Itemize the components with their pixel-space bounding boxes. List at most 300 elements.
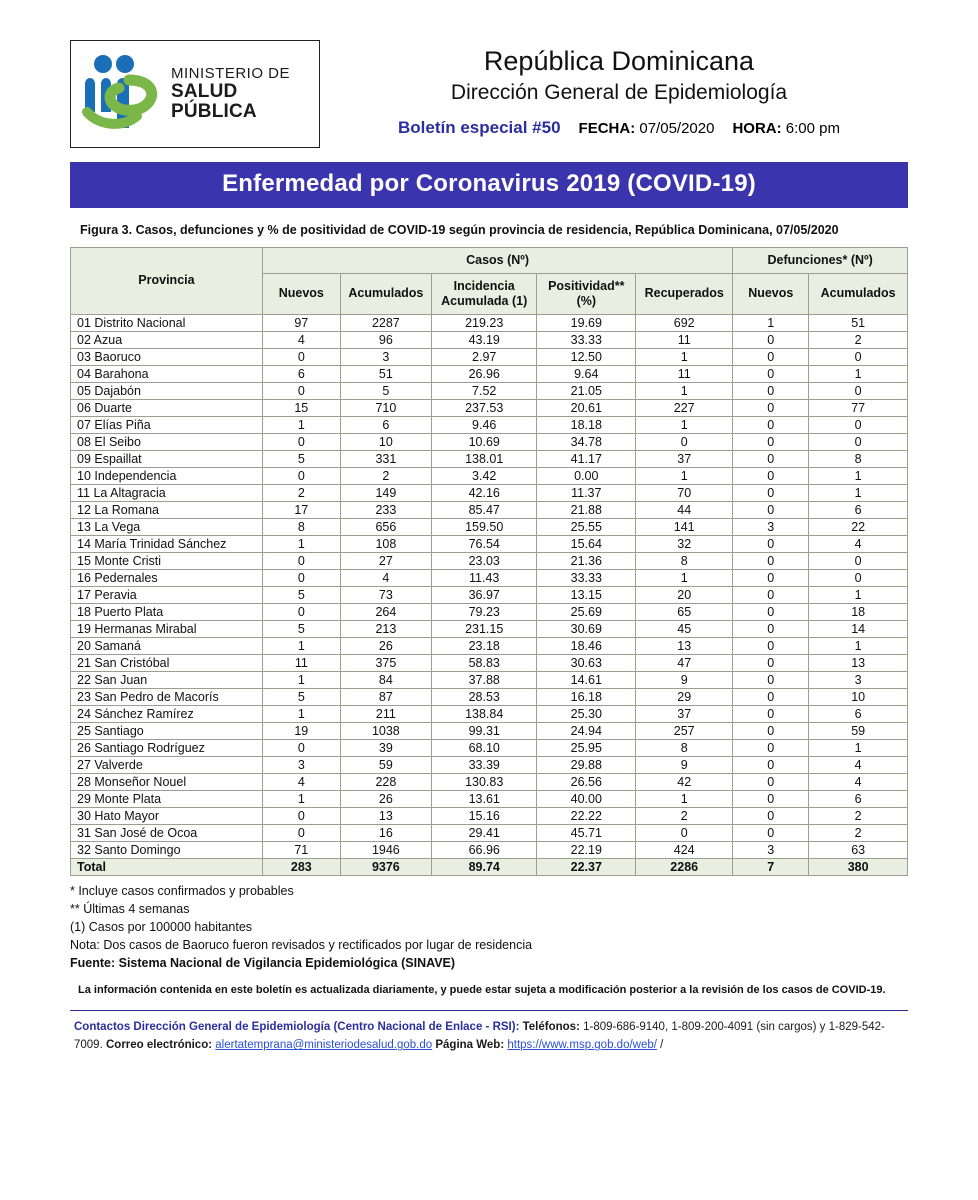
cell-positividad: 34.78 <box>537 433 636 450</box>
cell-def-acumulados: 2 <box>809 824 908 841</box>
cell-casos-nuevos: 0 <box>262 348 340 365</box>
cell-provincia: 10 Independencia <box>71 467 263 484</box>
cell-provincia: 31 San José de Ocoa <box>71 824 263 841</box>
cell-def-acumulados: 1 <box>809 467 908 484</box>
document-header <box>70 40 908 148</box>
cell-casos-nuevos: 71 <box>262 841 340 858</box>
cell-recuperados: 1 <box>636 569 733 586</box>
country-title: República Dominicana <box>483 46 755 76</box>
cell-def-nuevos: 0 <box>733 824 809 841</box>
note-disclaimer: La información contenida en este boletín es actualizada diariamente, y puede estar sujeta a modificación posterior a la revisión de los casos de COVID-19. <box>78 983 886 996</box>
cell-positividad: 25.95 <box>537 739 636 756</box>
cell-incidencia: 219.23 <box>431 314 536 331</box>
cell-def-acumulados: 1 <box>809 637 908 654</box>
cell-casos-nuevos: 4 <box>262 331 340 348</box>
cell-casos-nuevos: 3 <box>262 756 340 773</box>
cell-provincia: 23 San Pedro de Macorís <box>71 688 263 705</box>
cell-casos-nuevos: 4 <box>262 773 340 790</box>
cell-casos-nuevos: 0 <box>262 433 340 450</box>
cell-def-acumulados: 14 <box>809 620 908 637</box>
cell-provincia: 26 Santiago Rodríguez <box>71 739 263 756</box>
cell-positividad: 16.18 <box>537 688 636 705</box>
cell-recuperados: 42 <box>636 773 733 790</box>
table-row <box>71 365 908 382</box>
cell-incidencia: 28.53 <box>431 688 536 705</box>
cell-casos-acumulados: 59 <box>340 756 431 773</box>
cell-casos-acumulados: 26 <box>340 790 431 807</box>
cell-recuperados: 11 <box>636 331 733 348</box>
cell-incidencia: 159.50 <box>431 518 536 535</box>
cell-casos-acumulados: 4 <box>340 569 431 586</box>
footer-trailing: / <box>660 1039 664 1052</box>
cell-casos-acumulados: 3 <box>340 348 431 365</box>
footer-email-link[interactable]: alertatemprana@ministeriodesalud.gob.do <box>215 1039 433 1052</box>
cell-casos-nuevos: 1 <box>262 535 340 552</box>
total-cell-def-acumulados: 380 <box>809 858 908 875</box>
cell-recuperados: 424 <box>636 841 733 858</box>
cell-def-acumulados: 0 <box>809 552 908 569</box>
ministry-line-2: SALUD PÚBLICA <box>171 80 257 122</box>
table-row <box>71 790 908 807</box>
cell-provincia: 12 La Romana <box>71 501 263 518</box>
cell-def-nuevos: 0 <box>733 399 809 416</box>
cell-provincia: 17 Peravia <box>71 586 263 603</box>
cell-def-nuevos: 0 <box>733 382 809 399</box>
table-row <box>71 603 908 620</box>
cell-casos-nuevos: 17 <box>262 501 340 518</box>
cell-def-nuevos: 0 <box>733 773 809 790</box>
cell-def-nuevos: 0 <box>733 365 809 382</box>
bulletin-time <box>732 120 840 137</box>
cell-recuperados: 44 <box>636 501 733 518</box>
cell-def-nuevos: 0 <box>733 620 809 637</box>
figure-caption: Figura 3. Casos, defunciones y % de positividad de COVID-19 según provincia de residencia, República Dominicana, 07/05/2020 <box>80 223 839 237</box>
table-row <box>71 501 908 518</box>
table-row <box>71 637 908 654</box>
cell-casos-acumulados: 16 <box>340 824 431 841</box>
table-row <box>71 807 908 824</box>
cell-casos-acumulados: 375 <box>340 654 431 671</box>
table-row <box>71 416 908 433</box>
cell-provincia: 05 Dajabón <box>71 382 263 399</box>
table-row <box>71 433 908 450</box>
cell-incidencia: 7.52 <box>431 382 536 399</box>
table-row <box>71 467 908 484</box>
cell-recuperados: 257 <box>636 722 733 739</box>
cell-provincia: 19 Hermanas Mirabal <box>71 620 263 637</box>
cell-positividad: 29.88 <box>537 756 636 773</box>
cell-recuperados: 1 <box>636 416 733 433</box>
cell-recuperados: 8 <box>636 739 733 756</box>
cell-provincia: 27 Valverde <box>71 756 263 773</box>
cell-def-acumulados: 59 <box>809 722 908 739</box>
cell-recuperados: 2 <box>636 807 733 824</box>
cell-recuperados: 13 <box>636 637 733 654</box>
table-row <box>71 331 908 348</box>
cell-provincia: 04 Barahona <box>71 365 263 382</box>
cell-recuperados: 37 <box>636 450 733 467</box>
cell-casos-nuevos: 2 <box>262 484 340 501</box>
cell-casos-acumulados: 211 <box>340 705 431 722</box>
table-row <box>71 824 908 841</box>
cell-recuperados: 65 <box>636 603 733 620</box>
table-row <box>71 399 908 416</box>
cell-def-nuevos: 0 <box>733 722 809 739</box>
bulletin-meta <box>330 118 908 138</box>
cell-positividad: 21.36 <box>537 552 636 569</box>
cell-recuperados: 9 <box>636 756 733 773</box>
cell-provincia: 07 Elías Piña <box>71 416 263 433</box>
cell-casos-acumulados: 27 <box>340 552 431 569</box>
cell-incidencia: 26.96 <box>431 365 536 382</box>
cell-incidencia: 37.88 <box>431 671 536 688</box>
cell-casos-acumulados: 2287 <box>340 314 431 331</box>
cell-def-nuevos: 0 <box>733 790 809 807</box>
cell-incidencia: 99.31 <box>431 722 536 739</box>
cell-positividad: 25.69 <box>537 603 636 620</box>
cell-positividad: 24.94 <box>537 722 636 739</box>
cell-casos-nuevos: 5 <box>262 586 340 603</box>
date-label: FECHA: <box>578 120 636 138</box>
table-group-header-row <box>71 247 908 273</box>
header-recuperados: Recuperados <box>636 273 733 314</box>
ministry-line-1: MINISTERIO DE <box>171 65 291 83</box>
cell-casos-acumulados: 264 <box>340 603 431 620</box>
cell-def-acumulados: 1 <box>809 365 908 382</box>
cell-casos-acumulados: 26 <box>340 637 431 654</box>
cell-total-label: Total <box>71 858 263 875</box>
cell-def-nuevos: 0 <box>733 739 809 756</box>
table-row <box>71 450 908 467</box>
cell-incidencia: 85.47 <box>431 501 536 518</box>
cell-def-acumulados: 51 <box>809 314 908 331</box>
cell-incidencia: 10.69 <box>431 433 536 450</box>
cell-def-acumulados: 2 <box>809 331 908 348</box>
bulletin-date <box>579 120 715 137</box>
cell-provincia: 28 Monseñor Nouel <box>71 773 263 790</box>
header-positividad: Positividad** (%) <box>537 273 636 314</box>
cell-casos-nuevos: 0 <box>262 739 340 756</box>
cell-casos-nuevos: 1 <box>262 705 340 722</box>
cell-incidencia: 29.41 <box>431 824 536 841</box>
cell-incidencia: 58.83 <box>431 654 536 671</box>
cell-recuperados: 141 <box>636 518 733 535</box>
cell-def-acumulados: 6 <box>809 705 908 722</box>
cell-provincia: 09 Espaillat <box>71 450 263 467</box>
cell-positividad: 19.69 <box>537 314 636 331</box>
cell-provincia: 22 San Juan <box>71 671 263 688</box>
cell-provincia: 21 San Cristóbal <box>71 654 263 671</box>
table-row <box>71 688 908 705</box>
table-row <box>71 756 908 773</box>
table-head <box>71 247 908 314</box>
cell-provincia: 13 La Vega <box>71 518 263 535</box>
header-incidencia-acumulada: Incidencia Acumulada (1) <box>431 273 536 314</box>
document-footer <box>70 1010 908 1059</box>
cell-incidencia: 138.84 <box>431 705 536 722</box>
cell-incidencia: 33.39 <box>431 756 536 773</box>
cell-def-acumulados: 0 <box>809 569 908 586</box>
total-cell-casos-nuevos: 283 <box>262 858 340 875</box>
cell-positividad: 25.55 <box>537 518 636 535</box>
cell-incidencia: 76.54 <box>431 535 536 552</box>
cell-recuperados: 227 <box>636 399 733 416</box>
note-3: (1) Casos por 100000 habitantes <box>70 920 253 935</box>
table-row <box>71 348 908 365</box>
cell-incidencia: 36.97 <box>431 586 536 603</box>
cell-casos-acumulados: 1038 <box>340 722 431 739</box>
cell-positividad: 30.63 <box>537 654 636 671</box>
cell-positividad: 20.61 <box>537 399 636 416</box>
cell-casos-nuevos: 6 <box>262 365 340 382</box>
note-source: Fuente: Sistema Nacional de Vigilancia Epidemiológica (SINAVE) <box>70 956 456 971</box>
cell-def-nuevos: 0 <box>733 671 809 688</box>
cell-incidencia: 15.16 <box>431 807 536 824</box>
cell-def-acumulados: 18 <box>809 603 908 620</box>
cell-casos-acumulados: 233 <box>340 501 431 518</box>
cell-incidencia: 2.97 <box>431 348 536 365</box>
cell-def-acumulados: 4 <box>809 756 908 773</box>
table-row <box>71 671 908 688</box>
cell-incidencia: 138.01 <box>431 450 536 467</box>
cell-recuperados: 0 <box>636 824 733 841</box>
cell-def-acumulados: 8 <box>809 450 908 467</box>
footer-phones: 1-809-686-9140, 1-809-200-4091 (sin cargos) y 1-829-542-7009. <box>74 1021 885 1052</box>
bulletin-number: Boletín especial #50 <box>398 118 561 138</box>
cell-def-nuevos: 0 <box>733 535 809 552</box>
cell-def-nuevos: 0 <box>733 586 809 603</box>
cell-casos-acumulados: 108 <box>340 535 431 552</box>
cell-provincia: 30 Hato Mayor <box>71 807 263 824</box>
cell-casos-nuevos: 19 <box>262 722 340 739</box>
total-cell-casos-acumulados: 9376 <box>340 858 431 875</box>
cell-def-acumulados: 22 <box>809 518 908 535</box>
table-row <box>71 552 908 569</box>
table-row <box>71 739 908 756</box>
cell-casos-nuevos: 0 <box>262 382 340 399</box>
header-casos-acumulados: Acumulados <box>340 273 431 314</box>
cell-casos-acumulados: 10 <box>340 433 431 450</box>
cell-positividad: 26.56 <box>537 773 636 790</box>
table-row <box>71 654 908 671</box>
cell-casos-acumulados: 710 <box>340 399 431 416</box>
table-row <box>71 586 908 603</box>
cell-positividad: 33.33 <box>537 569 636 586</box>
covid-banner: Enfermedad por Coronavirus 2019 (COVID-19) <box>70 162 908 208</box>
cell-incidencia: 9.46 <box>431 416 536 433</box>
cell-casos-nuevos: 0 <box>262 467 340 484</box>
header-def-nuevos: Nuevos <box>733 273 809 314</box>
cell-recuperados: 1 <box>636 790 733 807</box>
cell-incidencia: 23.03 <box>431 552 536 569</box>
table-row <box>71 705 908 722</box>
cell-casos-acumulados: 2 <box>340 467 431 484</box>
cell-casos-acumulados: 87 <box>340 688 431 705</box>
cell-recuperados: 45 <box>636 620 733 637</box>
msp-logo-icon <box>79 50 165 138</box>
table-row <box>71 535 908 552</box>
cell-positividad: 18.46 <box>537 637 636 654</box>
cell-incidencia: 13.61 <box>431 790 536 807</box>
table-row <box>71 841 908 858</box>
footer-web-link[interactable]: https://www.msp.gob.do/web/ <box>507 1039 657 1052</box>
cell-def-acumulados: 0 <box>809 416 908 433</box>
table-notes <box>70 882 908 999</box>
cell-casos-nuevos: 8 <box>262 518 340 535</box>
date-value: 07/05/2020 <box>639 120 715 138</box>
cell-recuperados: 29 <box>636 688 733 705</box>
cell-positividad: 33.33 <box>537 331 636 348</box>
cell-def-nuevos: 0 <box>733 705 809 722</box>
cell-casos-acumulados: 228 <box>340 773 431 790</box>
cell-positividad: 22.19 <box>537 841 636 858</box>
cell-def-acumulados: 63 <box>809 841 908 858</box>
cell-incidencia: 66.96 <box>431 841 536 858</box>
header-defunciones-group: Defunciones* (Nº) <box>733 247 908 273</box>
cell-incidencia: 68.10 <box>431 739 536 756</box>
ministry-name <box>171 66 311 122</box>
cell-recuperados: 1 <box>636 348 733 365</box>
cell-casos-acumulados: 51 <box>340 365 431 382</box>
time-label: HORA: <box>732 120 782 138</box>
cell-positividad: 45.71 <box>537 824 636 841</box>
cell-casos-nuevos: 0 <box>262 807 340 824</box>
cell-positividad: 9.64 <box>537 365 636 382</box>
cell-casos-acumulados: 331 <box>340 450 431 467</box>
cell-def-nuevos: 0 <box>733 484 809 501</box>
cell-recuperados: 1 <box>636 382 733 399</box>
table-row <box>71 484 908 501</box>
cell-def-nuevos: 0 <box>733 348 809 365</box>
cell-def-nuevos: 0 <box>733 637 809 654</box>
cell-positividad: 12.50 <box>537 348 636 365</box>
cell-positividad: 14.61 <box>537 671 636 688</box>
cell-provincia: 06 Duarte <box>71 399 263 416</box>
cell-def-nuevos: 3 <box>733 518 809 535</box>
cell-positividad: 18.18 <box>537 416 636 433</box>
header-def-acumulados: Acumulados <box>809 273 908 314</box>
footer-email-label: Correo electrónico: <box>105 1039 213 1052</box>
cell-positividad: 15.64 <box>537 535 636 552</box>
cell-def-nuevos: 3 <box>733 841 809 858</box>
header-provincia: Provincia <box>71 247 263 314</box>
cell-positividad: 11.37 <box>537 484 636 501</box>
time-value: 6:00 pm <box>785 120 840 138</box>
cell-def-acumulados: 1 <box>809 739 908 756</box>
table-row <box>71 518 908 535</box>
cell-provincia: 16 Pedernales <box>71 569 263 586</box>
cell-recuperados: 32 <box>636 535 733 552</box>
cell-casos-acumulados: 1946 <box>340 841 431 858</box>
cell-casos-nuevos: 5 <box>262 688 340 705</box>
cell-incidencia: 23.18 <box>431 637 536 654</box>
cell-def-nuevos: 0 <box>733 501 809 518</box>
cell-def-acumulados: 4 <box>809 535 908 552</box>
cell-def-nuevos: 0 <box>733 756 809 773</box>
cell-def-nuevos: 0 <box>733 569 809 586</box>
cell-def-nuevos: 0 <box>733 450 809 467</box>
cell-def-acumulados: 4 <box>809 773 908 790</box>
total-cell-incidencia: 89.74 <box>431 858 536 875</box>
table-body <box>71 314 908 875</box>
footer-web-label: Página Web: <box>435 1039 505 1052</box>
cell-def-nuevos: 0 <box>733 654 809 671</box>
cell-incidencia: 79.23 <box>431 603 536 620</box>
footer-phones-label: Teléfonos: <box>522 1021 580 1034</box>
office-title: Dirección General de Epidemiología <box>450 81 788 105</box>
cell-recuperados: 0 <box>636 433 733 450</box>
cell-positividad: 13.15 <box>537 586 636 603</box>
cell-provincia: 03 Baoruco <box>71 348 263 365</box>
cell-incidencia: 43.19 <box>431 331 536 348</box>
cell-incidencia: 11.43 <box>431 569 536 586</box>
cell-positividad: 21.05 <box>537 382 636 399</box>
cell-casos-nuevos: 1 <box>262 671 340 688</box>
cell-def-nuevos: 0 <box>733 433 809 450</box>
cell-def-acumulados: 3 <box>809 671 908 688</box>
cell-recuperados: 20 <box>636 586 733 603</box>
cell-provincia: 20 Samaná <box>71 637 263 654</box>
cell-casos-nuevos: 15 <box>262 399 340 416</box>
cell-casos-nuevos: 0 <box>262 824 340 841</box>
cell-recuperados: 47 <box>636 654 733 671</box>
cell-def-acumulados: 1 <box>809 586 908 603</box>
cell-recuperados: 9 <box>636 671 733 688</box>
cell-def-nuevos: 0 <box>733 416 809 433</box>
cell-positividad: 41.17 <box>537 450 636 467</box>
cell-casos-nuevos: 0 <box>262 552 340 569</box>
cell-incidencia: 237.53 <box>431 399 536 416</box>
cell-provincia: 18 Puerto Plata <box>71 603 263 620</box>
cell-recuperados: 11 <box>636 365 733 382</box>
cell-def-acumulados: 6 <box>809 501 908 518</box>
cell-def-acumulados: 10 <box>809 688 908 705</box>
cell-def-acumulados: 6 <box>809 790 908 807</box>
cell-positividad: 0.00 <box>537 467 636 484</box>
cell-casos-acumulados: 213 <box>340 620 431 637</box>
cell-recuperados: 8 <box>636 552 733 569</box>
cell-incidencia: 42.16 <box>431 484 536 501</box>
cell-positividad: 25.30 <box>537 705 636 722</box>
cell-provincia: 08 El Seibo <box>71 433 263 450</box>
table-row <box>71 382 908 399</box>
cell-casos-nuevos: 5 <box>262 620 340 637</box>
cell-positividad: 22.22 <box>537 807 636 824</box>
cell-def-nuevos: 0 <box>733 688 809 705</box>
cell-def-acumulados: 2 <box>809 807 908 824</box>
cell-casos-acumulados: 5 <box>340 382 431 399</box>
note-1: * Incluye casos confirmados y probables <box>70 883 294 898</box>
cell-def-nuevos: 0 <box>733 331 809 348</box>
cell-def-acumulados: 0 <box>809 382 908 399</box>
cell-positividad: 21.88 <box>537 501 636 518</box>
cell-def-acumulados: 13 <box>809 654 908 671</box>
table-row <box>71 314 908 331</box>
cell-casos-nuevos: 0 <box>262 569 340 586</box>
cell-def-acumulados: 0 <box>809 348 908 365</box>
header-casos-nuevos: Nuevos <box>262 273 340 314</box>
cell-casos-nuevos: 1 <box>262 416 340 433</box>
cell-casos-acumulados: 84 <box>340 671 431 688</box>
cell-provincia: 15 Monte Cristi <box>71 552 263 569</box>
cell-provincia: 25 Santiago <box>71 722 263 739</box>
table-row <box>71 773 908 790</box>
table-row <box>71 722 908 739</box>
cell-positividad: 40.00 <box>537 790 636 807</box>
cell-casos-acumulados: 6 <box>340 416 431 433</box>
total-cell-def-nuevos: 7 <box>733 858 809 875</box>
cell-def-acumulados: 0 <box>809 433 908 450</box>
